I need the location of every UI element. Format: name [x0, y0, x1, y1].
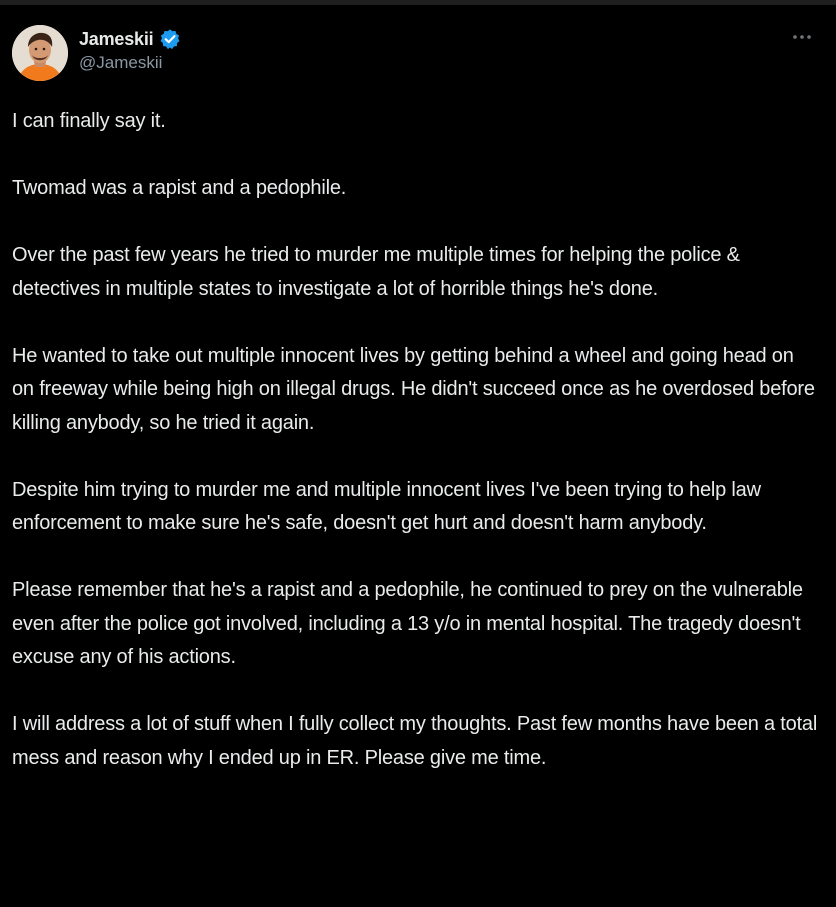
author-display-name[interactable]: Jameskii [79, 28, 154, 49]
tweet-paragraph: Despite him trying to murder me and multiple innocent lives I've been trying to help law enforcement to make sure he's safe, doesn't get hurt and doesn't harm anybody. [12, 478, 761, 534]
tweet-paragraph: Over the past few years he tried to murder me multiple times for helping the police & detectives in multiple states to investigate a lot of horrible things he's done. [12, 244, 740, 300]
avatar[interactable] [12, 25, 68, 81]
more-options-button[interactable] [788, 27, 816, 47]
tweet-paragraph: Please remember that he's a rapist and a pedophile, he continued to prey on the vulnerable even after the police got involved, including a 13 y/o in mental hospital. The tragedy doesn't excuse any of his actions. [12, 579, 803, 668]
more-options-icon [792, 34, 812, 40]
tweet-header [12, 23, 824, 83]
verified-badge-icon [159, 28, 181, 50]
tweet-paragraph: Twomad was a rapist and a pedophile. [12, 177, 347, 199]
tweet-paragraph: I can finally say it. [12, 110, 166, 132]
author-name-row [79, 26, 181, 52]
tweet-text [12, 105, 818, 809]
tweet-card [0, 5, 836, 907]
tweet-paragraph: I will address a lot of stuff when I fully collect my thoughts. Past few months have been a total mess and reason why I ended up in ER. Please give me time. [12, 713, 818, 769]
author-handle[interactable]: @Jameskii [79, 53, 163, 72]
tweet-paragraph: He wanted to take out multiple innocent lives by getting behind a wheel and going head on on freeway while being high on illegal drugs. He didn't succeed once as he overdosed before killing anybody, so he tried it again. [12, 344, 815, 434]
